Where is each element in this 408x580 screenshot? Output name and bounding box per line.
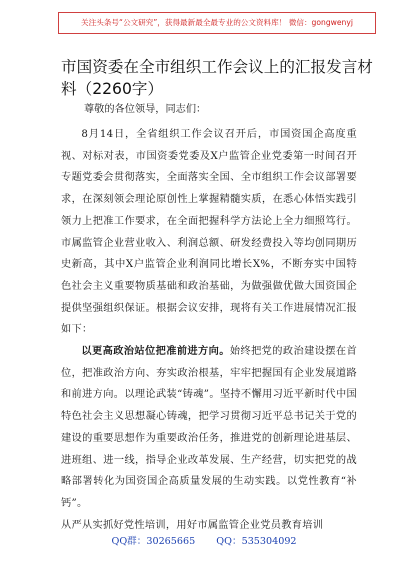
paragraph-2 bbox=[61, 341, 357, 515]
paragraph-2-heading: 以更高政治站位把准前进方向。 bbox=[81, 345, 230, 358]
greeting-line: 尊敬的各位领导，同志们： bbox=[84, 104, 207, 115]
promo-banner: 关注头条号“公文研究”，获得最新最全最专业的公文资料库！ 微信：gongwenyj bbox=[58, 12, 376, 34]
footer-contact bbox=[0, 533, 408, 547]
footer-qq: QQ：535304092 bbox=[216, 536, 297, 547]
paragraph-1: 8月14日，全省组织工作会议召开后，市国资国企高度重视、对标对表，市国资委党委及X户监管企业党委第一时间召开专题党委会贯彻落实，全面落实全国、全市组织工作会议部署要求，在深刻领会理论原创性上掌握精髓实质，在悉心体悟实践引领力上把准工作要求，在全面把握科学方法论上全力细照笃行。市属监管企业营业收入、利润总额、研发经费投入等均创同期历史新高，其中X户监管企业利润同比增长X%，不断夯实中国特色社会主义重要物质基础和政治基础，为做强做优做大国资国企提供坚强组织保证。根据会议安排，现将有关工作进展情况汇报如下： bbox=[61, 129, 357, 336]
footer-qq-group: QQ群：30265665 bbox=[111, 536, 196, 547]
document-title: 市国资委在全市组织工作会议上的汇报发言材料（2260字） bbox=[61, 58, 373, 98]
paragraph-2-text: 始终把党的政治建设摆在首位，把准政治方向、夯实政治根基，牢牢把握国有企业发展道路和前进方向。以理论武装“铸魂”。坚持不懈用习近平新时代中国特色社会主义思想凝心铸魂，把学习贯彻习近平总书记关于党的建设的重要思想作为重要政治任务，推进党的创新理论进基层、进班组、进一线，指导企业改革发展、生产经营，切实把党的战略部署转化为国资国企高质量发展的生动实践。以党性教育“补钙”。 bbox=[61, 346, 357, 509]
paragraph-3: 从严从实抓好党性培训，用好市属监管企业党员教育培训 bbox=[61, 519, 324, 531]
document-body bbox=[61, 124, 357, 536]
